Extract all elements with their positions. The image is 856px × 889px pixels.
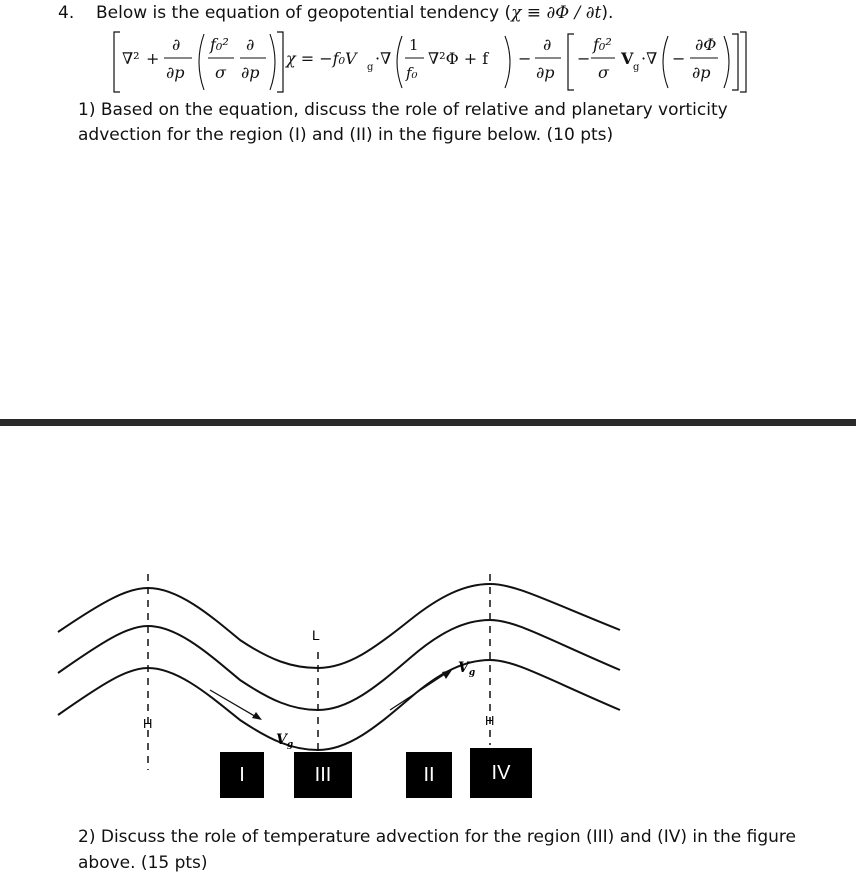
eq-vg: V <box>621 49 634 68</box>
eq-partial-top-3: ∂ <box>543 35 552 54</box>
vg-arrow-right <box>390 672 448 710</box>
label-low: L <box>312 627 320 643</box>
intro-before: Below is the equation of geopotential tendency ( <box>96 3 512 23</box>
eq-dot-nabla-1: ·∇ <box>375 49 392 68</box>
region-box-III: III <box>294 752 352 798</box>
eq-right-paren-3 <box>724 36 729 88</box>
eq-outer-right-bracket-2 <box>740 32 746 92</box>
eq-plus-1: + <box>146 49 160 68</box>
eq-partial-p-4: ∂p <box>692 63 711 82</box>
outer-right-bracket <box>277 32 283 92</box>
region-box-II: II <box>406 752 452 798</box>
eq-minus-3: − <box>672 49 686 68</box>
eq-sigma-2: σ <box>598 63 609 82</box>
eq-minus-1: − <box>518 49 532 68</box>
eq-g-sub-1: g <box>367 62 374 73</box>
eq-right-paren-2 <box>505 36 510 88</box>
eq-right-bracket-3 <box>732 34 738 90</box>
intro-after: ). <box>601 3 614 23</box>
eq-nabla-phi-f: ∇²Φ + f <box>428 49 489 68</box>
eq-sigma-1: σ <box>215 63 226 82</box>
question-intro <box>96 3 613 23</box>
eq-chi-lhs: χ = −f₀V <box>286 49 357 68</box>
eq-partial-top-2: ∂ <box>246 35 255 54</box>
label-high-right: H <box>485 713 495 728</box>
eq-partial-top-1: ∂ <box>172 35 181 54</box>
eq-dphi: ∂Φ <box>695 35 717 54</box>
eq-nabla-sq: ∇² <box>122 49 140 68</box>
region-box-I: I <box>220 752 264 798</box>
region-box-IV: IV <box>470 748 532 798</box>
eq-partial-p-1: ∂p <box>166 63 185 82</box>
chi-definition: χ ≡ ∂Φ / ∂t <box>511 3 602 23</box>
eq-one: 1 <box>409 36 419 54</box>
eq-left-paren-2 <box>397 36 402 88</box>
vg-arrowhead-left <box>252 712 262 720</box>
eq-left-paren-3 <box>663 36 668 88</box>
label-vg-right: $V_g$ <box>458 660 476 678</box>
trough-ridge-figure <box>0 560 856 810</box>
eq-right-paren-1 <box>270 34 275 90</box>
section-divider <box>0 419 856 426</box>
eq-f0-denom: f₀ <box>406 64 418 82</box>
streamline-bottom <box>58 660 620 750</box>
eq-f0sq-2: f₀² <box>593 35 612 54</box>
eq-minus-2: − <box>577 49 591 68</box>
question-number: 4. <box>58 3 75 23</box>
eq-dot-nabla-2: ·∇ <box>641 49 658 68</box>
label-high-left: H <box>143 716 153 731</box>
eq-partial-p-3: ∂p <box>536 63 555 82</box>
label-vg-left: $V_g$ <box>276 732 294 750</box>
eq-partial-p-2: ∂p <box>241 63 260 82</box>
eq-f0sq-1: f₀² <box>210 35 229 54</box>
outer-left-bracket <box>114 32 120 92</box>
vg-arrow-left <box>210 690 258 718</box>
vg-arrowhead-right <box>442 670 452 679</box>
eq-left-paren-1 <box>199 34 204 90</box>
part1-question: 1) Based on the equation, discuss the role of relative and planetary vorticity advection for the region (I) and (II) in the figure below. (10 pts) <box>78 100 728 145</box>
eq-left-bracket-3 <box>568 34 574 90</box>
eq-g-sub-2: g <box>633 62 640 73</box>
geopotential-tendency-equation <box>112 30 752 94</box>
part2-question: 2) Discuss the role of temperature advection for the region (III) and (IV) in the figure above. (15 pts) <box>78 827 796 873</box>
